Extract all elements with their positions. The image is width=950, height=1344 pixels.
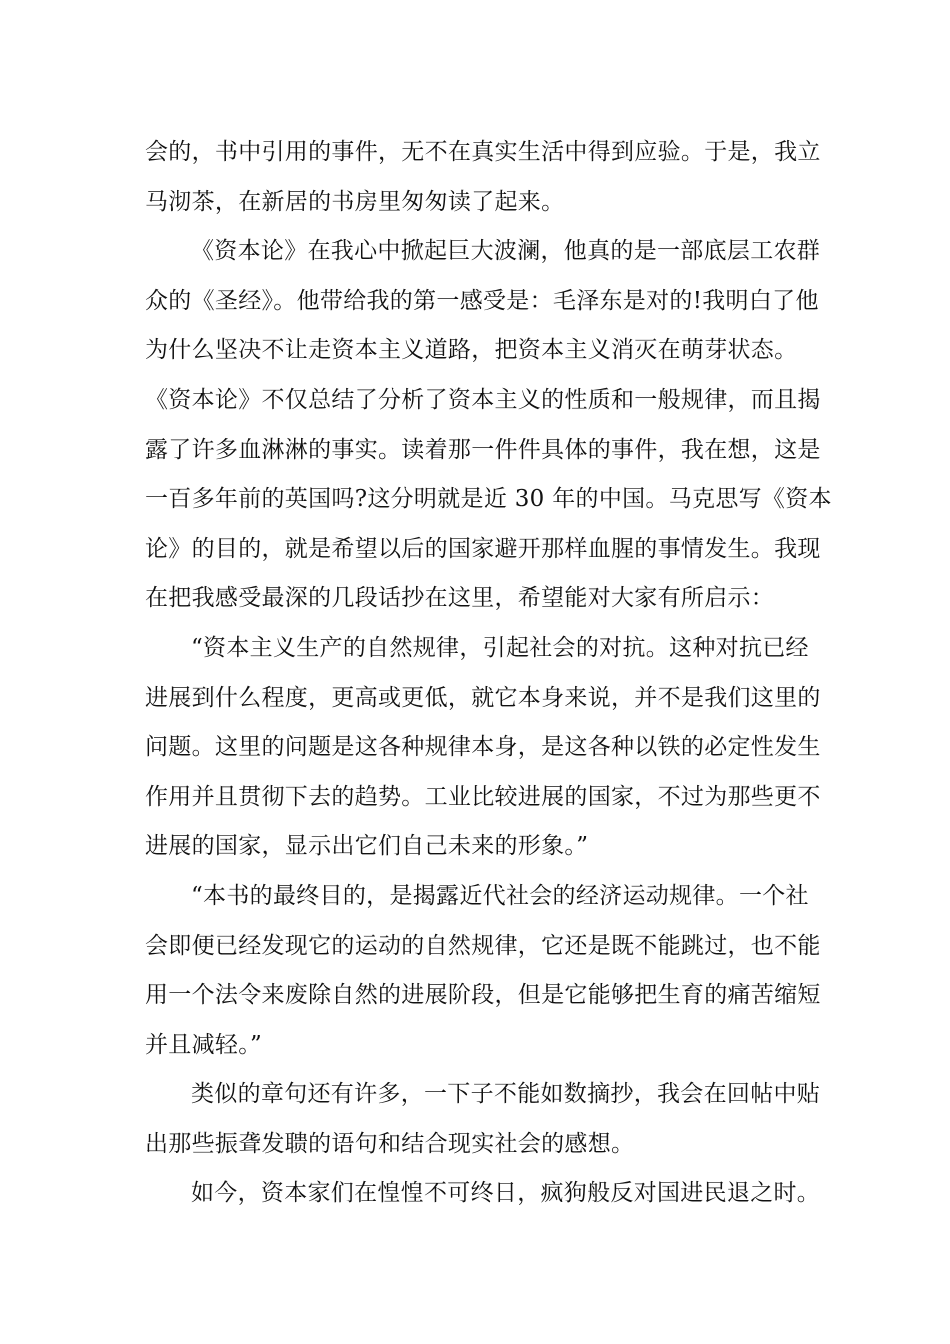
text-line: 《资本论》不仅总结了分析了资本主义的性质和一般规律，而且揭 [145, 386, 821, 413]
text-line: 在把我感受最深的几段话抄在这里，希望能对大家有所启示： [145, 585, 775, 612]
text-line: 会的，书中引用的事件，无不在真实生活中得到应验。于是，我立 [145, 139, 821, 165]
body-text [145, 128, 832, 1219]
text-line: 如今，资本家们在惶惶不可终日，疯狗般反对国进民退之时。 [191, 1180, 821, 1207]
text-line: 进展的国家，显示出它们自己未来的形象。” [145, 833, 589, 860]
text-line: 出那些振聋发聩的语句和结合现实社会的感想。 [145, 1130, 635, 1157]
text-line: “资本主义生产的自然规律，引起社会的对抗。这种对抗已经 [191, 634, 809, 661]
text-line: 为什么坚决不让走资本主义道路，把资本主义消灭在萌芽状态。 [145, 337, 798, 364]
text-line: 《资本论》在我心中掀起巨大波澜，他真的是一部底层工农群 [191, 238, 821, 265]
text-line: 进展到什么程度，更高或更低，就它本身来说，并不是我们这里的 [145, 684, 821, 711]
text-line: 露了许多血淋淋的事实。读着那一件件具体的事件，我在想，这是 [145, 436, 821, 463]
text-line: 众的《圣经》。他带给我的第一感受是：毛泽东是对的!我明白了他 [145, 287, 819, 314]
text-line: 类似的章句还有许多，一下子不能如数摘抄，我会在回帖中贴 [191, 1081, 821, 1108]
text-line: 会即便已经发现它的运动的自然规律，它还是既不能跳过，也不能 [145, 932, 821, 959]
text-line: 一百多年前的英国吗?这分明就是近 30 年的中国。马克思写《资本 [145, 486, 832, 513]
text-line: 作用并且贯彻下去的趋势。工业比较进展的国家，不过为那些更不 [145, 783, 821, 810]
text-line: 用一个法令来废除自然的进展阶段，但是它能够把生育的痛苦缩短 [145, 982, 821, 1009]
text-line: 并且减轻。” [145, 1031, 263, 1058]
text-line: 马沏茶，在新居的书房里匆匆读了起来。 [145, 188, 565, 215]
text-line: 问题。这里的问题是这各种规律本身，是这各种以铁的必定性发生 [145, 734, 821, 761]
text-line: 论》的目的，就是希望以后的国家避开那样血腥的事情发生。我现 [145, 535, 821, 562]
text-line: “本书的最终目的，是揭露近代社会的经济运动规律。一个社 [191, 882, 809, 909]
